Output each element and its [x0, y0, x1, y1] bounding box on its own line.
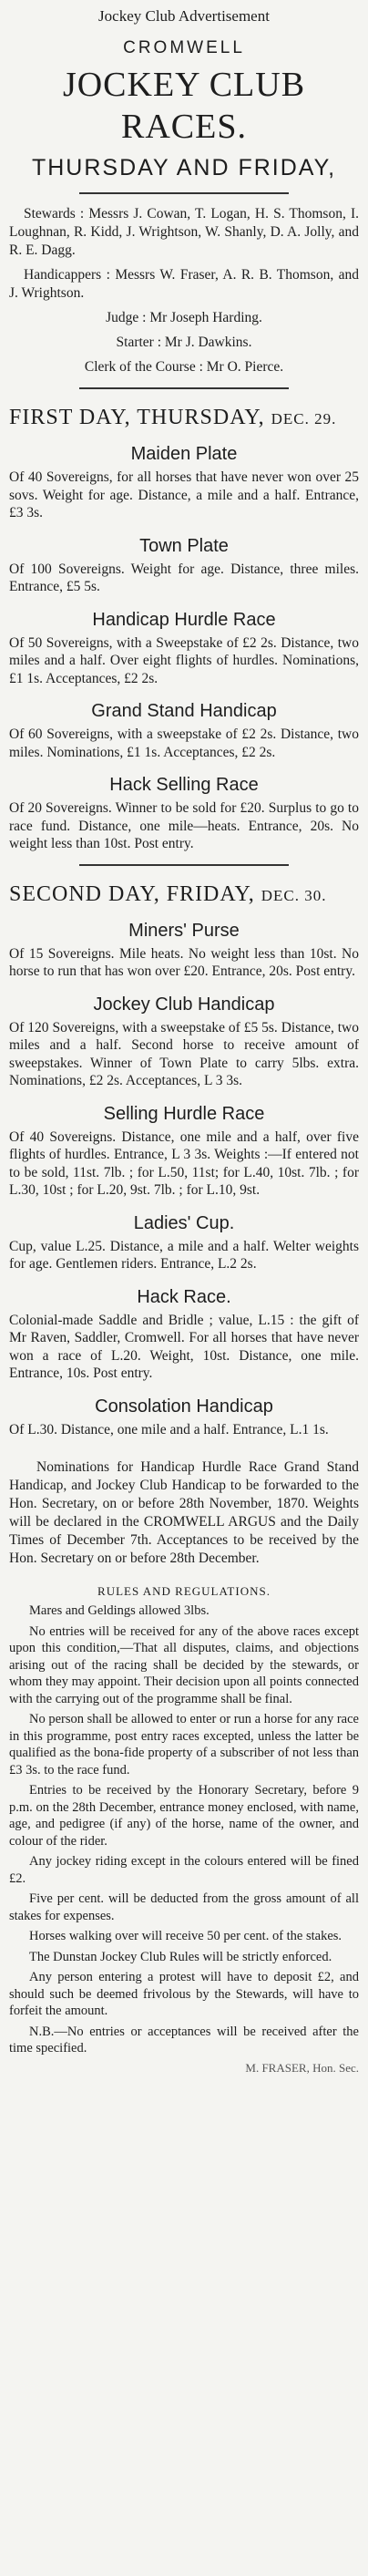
race-conditions: Of 120 Sovereigns, with a sweepstake of £5 5s. Distance, two miles and a half. Second horse to receive amount of sweepstakes. Winner of Town Plate to carry 5lbs. extra. Nominations, £2 2s. Acceptances, L 3 3s.	[9, 1019, 359, 1088]
second-day-heading	[9, 882, 359, 907]
rule-item: Any jockey riding except in the colours entered will be fined £2.	[9, 1854, 359, 1886]
race-conditions: Of 40 Sovereigns. Distance, one mile and a half, over five flights of hurdles. Entrance, L 3 3s. Weights :—If entered not to be sold, 11st. 7lb. ; for L.50, 11st; for L.40, 10st. 7lb. ; for L.30, 10st ; for L.20, 9st. 7lb. ; for L.10, 9st.	[9, 1128, 359, 1198]
rule-item: Mares and Geldings allowed 3lbs.	[29, 1603, 210, 1618]
race-entry	[9, 533, 359, 596]
rule-item: Five per cent. will be deducted from the gross amount of all stakes for expenses.	[9, 1891, 359, 1923]
race-conditions: Of 15 Sovereigns. Mile heats. No weight less than 10st. No horse to run that has won over £20. Entrance, 20s. Post entry.	[9, 945, 359, 979]
handicappers-list: Handicappers : Messrs W. Fraser, A. R. B. Thomson, and J. Wrightson.	[9, 267, 359, 301]
officials-section	[9, 205, 359, 376]
race-name: Selling Hurdle Race	[103, 1103, 265, 1124]
race-entry	[9, 1211, 359, 1273]
race-name: Miners' Purse	[128, 920, 240, 941]
divider	[79, 387, 289, 389]
race-conditions: Of 20 Sovereigns. Winner to be sold for £20. Surplus to go to race fund. Distance, one mile—heats. Entrance, 20s. No weight less than 10st. Post entry.	[9, 800, 359, 851]
first-day-date: DEC. 29.	[271, 410, 337, 428]
second-day-title: SECOND DAY, FRIDAY,	[9, 881, 255, 906]
race-conditions: Of 60 Sovereigns, with a sweepstake of £2 2s. Distance, two miles. Nominations, £1 1s. Acceptances, £2 2s.	[9, 726, 359, 760]
race-name: Handicap Hurdle Race	[92, 609, 276, 630]
clerk-line: Clerk of the Course : Mr O. Pierce.	[84, 359, 284, 375]
race-name: Consolation Handicap	[95, 1396, 273, 1417]
race-conditions: Of 40 Sovereigns, for all horses that have never won over 25 sovs. Weight for age. Distance, a mile and a half. Entrance, £3 3s.	[9, 469, 359, 520]
race-entry	[9, 918, 359, 981]
rules-list	[9, 1602, 359, 2057]
divider	[79, 864, 289, 866]
divider	[79, 192, 289, 194]
race-days: THURSDAY AND FRIDAY,	[31, 155, 337, 180]
race-entry	[9, 607, 359, 688]
rules-heading: RULES AND REGULATIONS.	[97, 1584, 271, 1598]
stewards-list: Stewards : Messrs J. Cowan, T. Logan, H. S. Thomson, I. Loughnan, R. Kidd, J. Wrightson, W. Shanly, D. A. Jolly, and R. E. Dagg.	[9, 206, 359, 258]
race-entry	[9, 698, 359, 761]
judge-line: Judge : Mr Joseph Harding.	[106, 310, 262, 325]
first-day-heading	[9, 406, 359, 430]
race-entry	[9, 992, 359, 1090]
race-entry	[9, 441, 359, 522]
main-title: JOCKEY CLUB RACES.	[62, 66, 306, 146]
race-name: Jockey Club Handicap	[93, 994, 275, 1015]
race-entry	[9, 1101, 359, 1200]
race-conditions: Colonial-made Saddle and Bridle ; value, L.15 : the gift of Mr Raven, Saddler, Cromwell. For all horses that have never won a race of L.20. Weight, 10st. Distance, one mile. Entrance, 10s. Post entry.	[9, 1312, 359, 1381]
place-name: CROMWELL	[123, 38, 245, 57]
advertisement-caption: Jockey Club Advertisement	[98, 7, 270, 25]
nominations-notice: Nominations for Handicap Hurdle Race Grand Stand Handicap, and Jockey Club Handicap to be forwarded to the Hon. Secretary, on or before 28th November, 1870. Weights will be declared in the CROMWELL ARGUS and the Daily Times of December 7th. Acceptances to be received by the Hon. Secretary on or before 28th December.	[9, 1459, 359, 1566]
race-entry	[9, 772, 359, 853]
race-conditions: Of 100 Sovereigns. Weight for age. Distance, three miles. Entrance, £5 5s.	[9, 561, 359, 594]
first-day-title: FIRST DAY, THURSDAY,	[9, 406, 265, 429]
rule-item: Any person entering a protest will have to deposit £2, and should such be deemed frivolous by the Stewards, will have to forfeit the amount.	[9, 1970, 359, 2018]
race-entry	[9, 1394, 359, 1439]
race-entry	[9, 1284, 359, 1383]
rule-item: No entries will be received for any of the above races except upon this condition,—That all disputes, claims, and objections arising out of the racing shall be decided by the stewards, or whom they may appoint. Their decision upon all points connected with the carrying out of the programme shall be final.	[9, 1623, 359, 1706]
race-name: Hack Selling Race	[109, 775, 259, 795]
rule-item: No person shall be allowed to enter or run a horse for any race in this programme, post entry races excepted, unless the latter be qualified as the bona-fide property of a subscriber of not less than £3 3s. to the race fund.	[9, 1712, 359, 1777]
rule-item: Horses walking over will receive 50 per cent. of the stakes.	[29, 1929, 342, 1943]
second-day-date: DEC. 30.	[261, 886, 327, 904]
race-conditions: Of 50 Sovereigns, with a Sweepstake of £2 2s. Distance, two miles and a half. Over eight flights of hurdles. Nominations, £1 1s. Acceptances, £2 2s.	[9, 634, 359, 686]
rule-item: N.B.—No entries or acceptances will be received after the time specified.	[9, 2024, 359, 2056]
rule-item: The Dunstan Jockey Club Rules will be strictly enforced.	[29, 1949, 332, 1964]
race-conditions: Of L.30. Distance, one mile and a half. Entrance, L.1 1s.	[9, 1421, 329, 1437]
starter-line: Starter : Mr J. Dawkins.	[116, 335, 252, 350]
race-name: Maiden Plate	[130, 444, 238, 464]
race-name: Grand Stand Handicap	[91, 701, 277, 721]
rule-item: Entries to be received by the Honorary Secretary, before 9 p.m. on the 28th December, entrance money enclosed, with name, age, and pedigree (if any) of the horse, name of the owner, and colour of the rider.	[9, 1783, 359, 1849]
race-conditions: Cup, value L.25. Distance, a mile and a half. Welter weights for age. Gentlemen riders. Entrance, L.2 2s.	[9, 1238, 359, 1272]
race-name: Hack Race.	[137, 1286, 231, 1307]
secretary-signature: M. FRASER, Hon. Sec.	[245, 2060, 359, 2075]
race-name: Ladies' Cup.	[133, 1212, 235, 1233]
race-name: Town Plate	[139, 535, 229, 556]
